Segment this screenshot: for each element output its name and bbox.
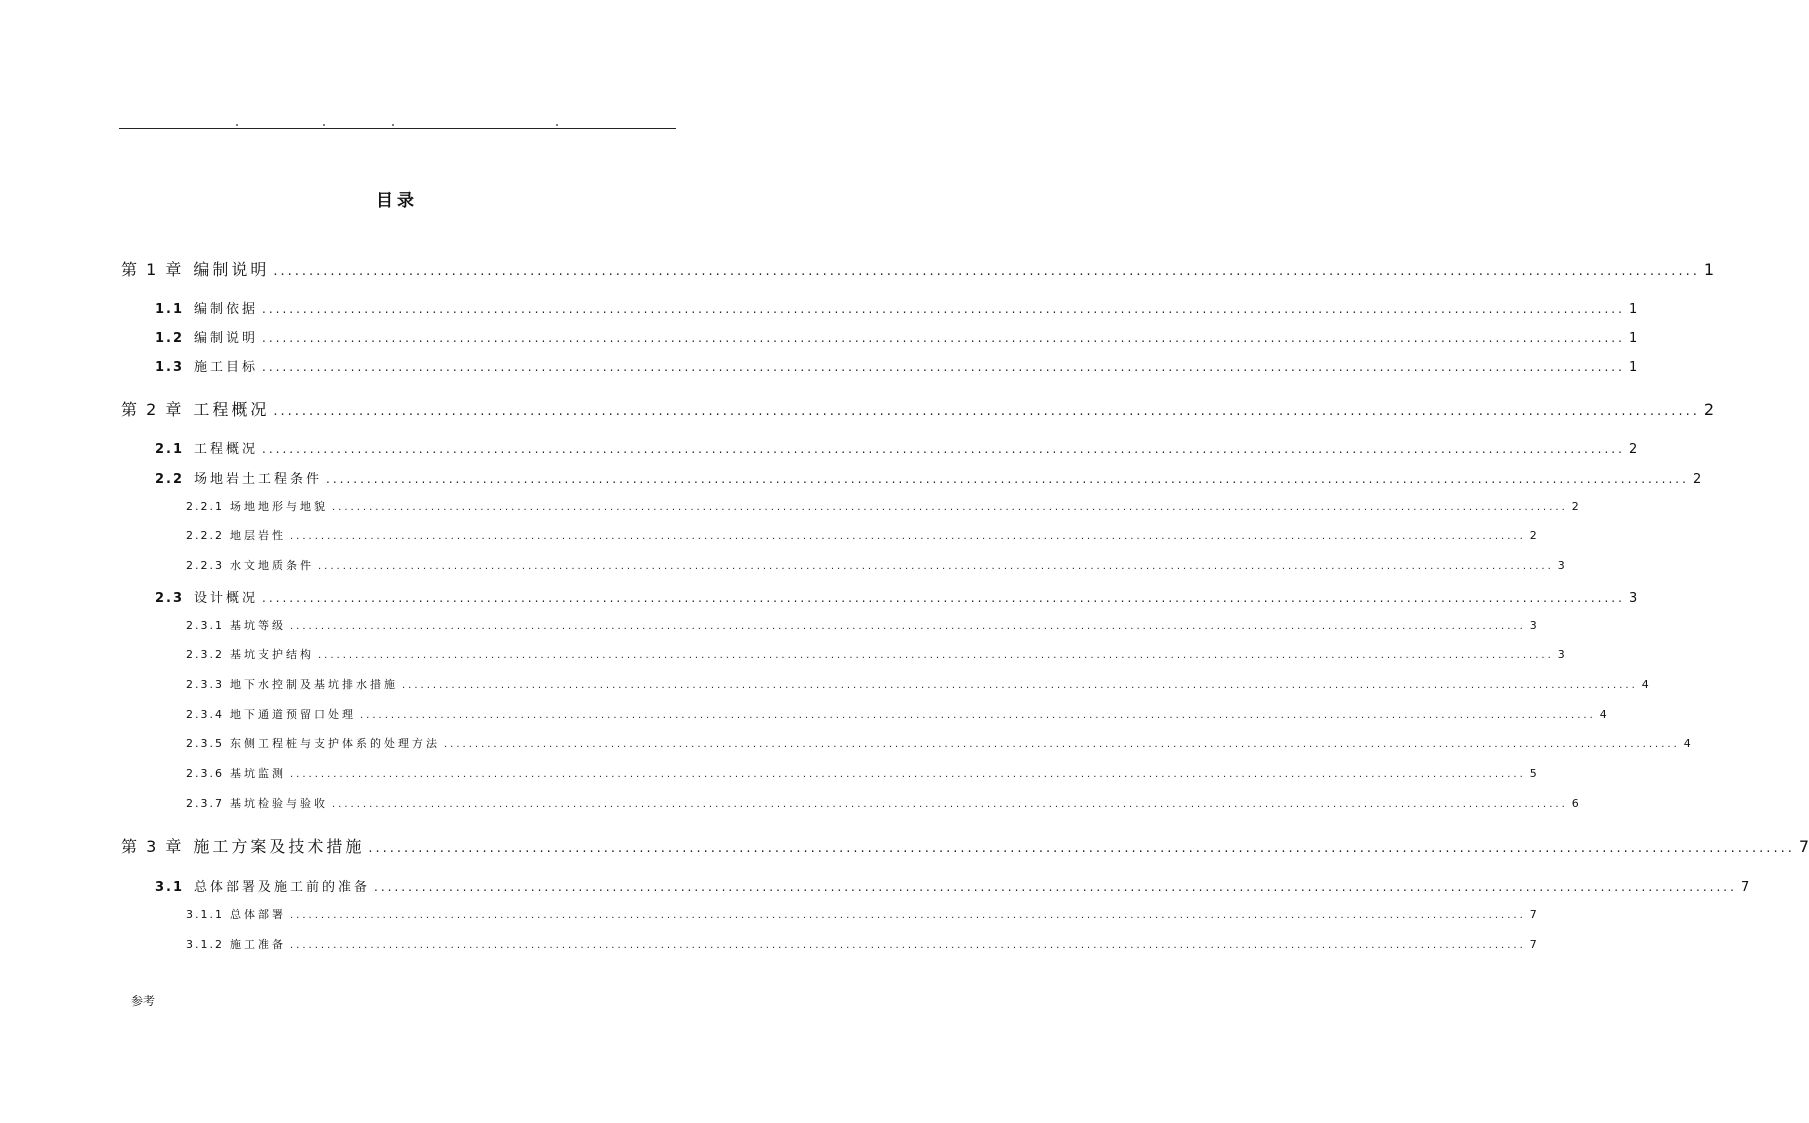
toc-entry-title: 编制说明 — [193, 260, 270, 279]
toc-entry-title: 基坑检验与验收 — [230, 797, 328, 810]
toc-entry-number: 2.3.7 — [186, 797, 224, 810]
toc-entry[interactable] — [121, 834, 1809, 857]
toc-entry-title: 东侧工程桩与支护体系的处理方法 — [230, 737, 440, 750]
toc-entry-title: 场地地形与地貌 — [230, 500, 328, 513]
toc-entry-number: 2.3.3 — [186, 678, 224, 691]
toc-entry[interactable] — [155, 587, 1638, 606]
toc-dot-leader: ........................................................................................................................................................................................................ — [402, 680, 1638, 691]
toc-entry-title: 基坑监测 — [230, 767, 286, 780]
footer-note: 参考 — [131, 994, 156, 1008]
toc-entry[interactable] — [186, 557, 1565, 573]
toc-entry[interactable] — [155, 327, 1638, 346]
toc-entry-page: 4 — [1599, 708, 1607, 721]
toc-dot-leader: ........................................................................................................................................................................................................ — [290, 621, 1526, 632]
toc-dot-leader: ........................................................................................................................................................................................................ — [290, 940, 1526, 951]
toc-entry-number: 2.2.1 — [186, 500, 224, 513]
toc-entry-page: 3 — [1557, 559, 1565, 572]
toc-entry[interactable] — [186, 795, 1579, 811]
toc-entry[interactable] — [155, 356, 1638, 375]
toc-entry-number: 2.3.5 — [186, 737, 224, 750]
toc-entry[interactable] — [186, 936, 1537, 952]
toc-dot-leader: ........................................................................................................................................................................................................ — [262, 331, 1625, 345]
toc-entry[interactable] — [186, 906, 1537, 922]
toc-dot-leader: ........................................................................................................................................................................................................ — [444, 739, 1680, 750]
toc-entry-page: 7 — [1740, 880, 1750, 895]
toc-entry-page: 1 — [1628, 360, 1638, 375]
toc-entry[interactable] — [121, 397, 1715, 420]
toc-dot-leader: ........................................................................................................................................................................................................ — [374, 880, 1737, 894]
toc-dot-leader: ........................................................................................................................................................................................................ — [368, 841, 1795, 856]
toc-entry[interactable] — [121, 257, 1715, 280]
toc-dot-leader: ........................................................................................................................................................................................................ — [262, 591, 1625, 605]
toc-entry-number: 第 2 章 — [121, 400, 184, 419]
toc-dot-leader: ........................................................................................................................................................................................................ — [262, 360, 1625, 374]
page-title: 目录 — [376, 191, 418, 211]
toc-dot-leader: ........................................................................................................................................................................................................ — [332, 799, 1568, 810]
toc-entry[interactable] — [186, 706, 1607, 722]
toc-entry-title: 设计概况 — [194, 591, 259, 606]
toc-entry-page: 7 — [1529, 938, 1537, 951]
header-rule — [119, 128, 676, 129]
toc-entry[interactable] — [186, 735, 1691, 751]
toc-entry[interactable] — [186, 765, 1537, 781]
toc-entry-number: 3.1.1 — [186, 908, 224, 921]
toc-entry-number: 2.3.1 — [186, 619, 224, 632]
toc-entry-number: 第 3 章 — [121, 837, 184, 856]
toc-entry-title: 地下通道预留口处理 — [230, 708, 356, 721]
toc-entry-title: 工程概况 — [194, 442, 259, 457]
header-dot — [556, 124, 558, 126]
toc-entry-number: 2.3.4 — [186, 708, 224, 721]
toc-dot-leader: ........................................................................................................................................................................................................ — [332, 502, 1568, 513]
toc-entry-page: 2 — [1703, 400, 1715, 419]
toc-entry[interactable] — [155, 876, 1750, 895]
toc-entry-number: 1.1 — [155, 302, 185, 317]
toc-entry-page: 1 — [1628, 331, 1638, 346]
toc-dot-leader: ........................................................................................................................................................................................................ — [262, 442, 1625, 456]
toc-entry[interactable] — [186, 527, 1537, 543]
toc-entry-number: 3.1 — [155, 880, 185, 895]
toc-dot-leader: ........................................................................................................................................................................................................ — [290, 910, 1526, 921]
toc-entry-title: 编制依据 — [194, 302, 259, 317]
toc-entry-page: 2 — [1529, 529, 1537, 542]
toc-entry-page: 4 — [1683, 737, 1691, 750]
toc-dot-leader: ........................................................................................................................................................................................................ — [318, 561, 1554, 572]
toc-entry-number: 3.1.2 — [186, 938, 224, 951]
toc-entry-page: 7 — [1798, 837, 1809, 856]
toc-dot-leader: ........................................................................................................................................................................................................ — [273, 404, 1700, 419]
toc-dot-leader: ........................................................................................................................................................................................................ — [290, 531, 1526, 542]
toc-entry-number: 2.3 — [155, 591, 185, 606]
toc-entry-title: 基坑支护结构 — [230, 648, 314, 661]
toc-entry-title: 施工目标 — [194, 360, 259, 375]
header-dot — [392, 124, 394, 126]
toc-entry-title: 施工方案及技术措施 — [193, 837, 365, 856]
toc-entry-title: 地层岩性 — [230, 529, 286, 542]
toc-entry-page: 5 — [1529, 767, 1537, 780]
toc-entry-title: 场地岩土工程条件 — [194, 472, 323, 487]
toc-entry-title: 总体部署 — [230, 908, 286, 921]
toc-dot-leader: ........................................................................................................................................................................................................ — [318, 650, 1554, 661]
toc-entry[interactable] — [155, 438, 1638, 457]
toc-entry-number: 1.3 — [155, 360, 185, 375]
toc-entry-title: 施工准备 — [230, 938, 286, 951]
toc-entry-page: 7 — [1529, 908, 1537, 921]
toc-entry-title: 总体部署及施工前的准备 — [194, 880, 371, 895]
toc-entry-title: 水文地质条件 — [230, 559, 314, 572]
toc-entry-number: 2.3.6 — [186, 767, 224, 780]
toc-entry-page: 3 — [1628, 591, 1638, 606]
toc-entry-number: 2.1 — [155, 442, 185, 457]
toc-entry[interactable] — [155, 468, 1702, 487]
toc-entry-number: 2.2 — [155, 472, 185, 487]
toc-entry[interactable] — [155, 298, 1638, 317]
toc-entry-page: 3 — [1557, 648, 1565, 661]
toc-dot-leader: ........................................................................................................................................................................................................ — [360, 710, 1596, 721]
toc-dot-leader: ........................................................................................................................................................................................................ — [290, 769, 1526, 780]
toc-entry-page: 2 — [1692, 472, 1702, 487]
toc-entry-title: 基坑等级 — [230, 619, 286, 632]
toc-entry-number: 1.2 — [155, 331, 185, 346]
toc-dot-leader: ........................................................................................................................................................................................................ — [273, 264, 1700, 279]
toc-entry-page: 2 — [1571, 500, 1579, 513]
toc-entry[interactable] — [186, 676, 1649, 692]
toc-entry-number: 第 1 章 — [121, 260, 184, 279]
toc-entry-page: 3 — [1529, 619, 1537, 632]
toc-entry-page: 4 — [1641, 678, 1649, 691]
toc-entry-number: 2.3.2 — [186, 648, 224, 661]
toc-entry-page: 6 — [1571, 797, 1579, 810]
toc-entry-title: 工程概况 — [193, 400, 270, 419]
toc-entry-title: 地下水控制及基坑排水措施 — [230, 678, 398, 691]
toc-entry[interactable] — [186, 498, 1579, 514]
toc-entry-page: 1 — [1703, 260, 1715, 279]
toc-dot-leader: ........................................................................................................................................................................................................ — [326, 472, 1689, 486]
toc-entry[interactable] — [186, 617, 1537, 633]
toc-dot-leader: ........................................................................................................................................................................................................ — [262, 302, 1625, 316]
header-dot — [323, 124, 325, 126]
toc-entry-page: 1 — [1628, 302, 1638, 317]
header-dot — [236, 124, 238, 126]
toc-entry-page: 2 — [1628, 442, 1638, 457]
toc-entry-number: 2.2.2 — [186, 529, 224, 542]
toc-entry[interactable] — [186, 646, 1565, 662]
toc-entry-title: 编制说明 — [194, 331, 259, 346]
toc-entry-number: 2.2.3 — [186, 559, 224, 572]
